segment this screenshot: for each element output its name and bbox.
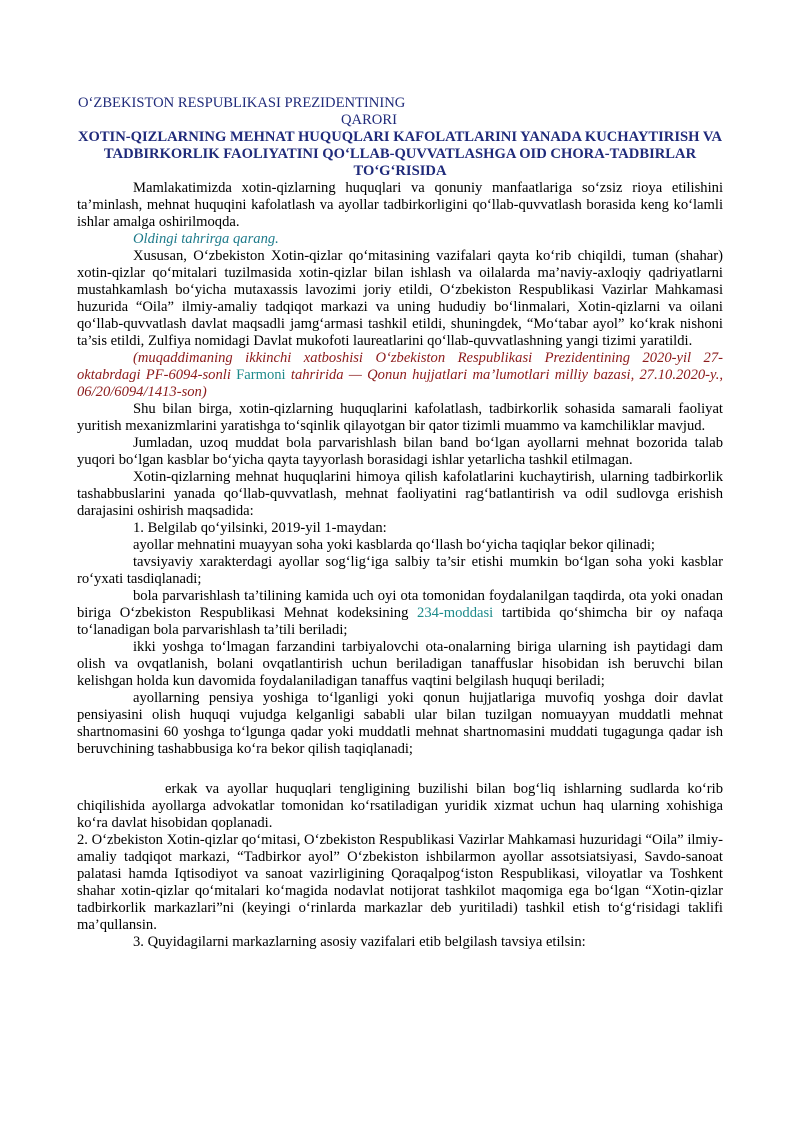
- previous-edition-note: [77, 231, 723, 248]
- item-1-clause-e: ayollarning pensiya yoshiga to‘lganligi yoki qonun hujjatlariga muvofiq yoshga doir davlat pensiyasini olish huquqi vujudga kelganligi sababli ular bilan tuzilgan nomuayyan muddatli mehnat shartnomasini 60 yoshga to‘lgunga qadar yoki muddatli mehnat shartnomasini muddati tugagunga qadar ish beruvchining tashabbusiga ko‘ra bekor qilish taqiqlanadi;: [77, 690, 723, 757]
- item-3: 3. Quyidagilarni markazlarning asosiy vazifalari etib belgilash tavsiya etilsin:: [133, 934, 586, 950]
- clause-c-text-after: tartibida qo‘shimcha bir oy nafaqa to‘lanadigan bola parvarishlash ta’tili beriladi;: [77, 605, 723, 638]
- item-1-clause-b: tavsiyaviy xarakterdagi ayollar sog‘lig‘iga salbiy ta’sir etishi mumkin bo‘lgan soha yoki kasblar ro‘yxati tasdiqlanadi;: [77, 554, 723, 587]
- document: [77, 95, 723, 951]
- blank-line: [77, 758, 723, 775]
- preamble-paragraph-3: Shu bilan birga, xotin-qizlarning huquqlarini kafolatlash, tadbirkorlik sohasida samarali faoliyat yuritish mexanizmlarini yaratishga to‘sqinlik qilayotgan bir qator tizimli muammo va kamchiliklar mavjud.: [77, 401, 723, 434]
- amendment-note-text-after: tahririda — Qonun hujjatlari ma’lumotlari milliy bazasi, 27.10.2020-y., 06/20/6094/1413-son): [77, 367, 724, 400]
- previous-edition-link[interactable]: Oldingi tahrirga qarang.: [133, 231, 279, 247]
- amendment-note: [77, 350, 723, 401]
- preamble-paragraph-4: Jumladan, uzoq muddat bola parvarishlash bilan band bo‘lgan ayollarni mehnat bozorida talab yuqori bo‘lgan kasblar bo‘yicha qayta tayyorlash borasidagi ishlar yetarlicha tashkil etilmagan.: [77, 435, 723, 468]
- preamble-paragraph-2: Xususan, O‘zbekiston Xotin-qizlar qo‘mitasining vazifalari qayta ko‘rib chiqildi, tuman (shahar) xotin-qizlar qo‘mitalari tuzilmasida xotin-qizlar bilan ishlash va oilalarda ma’naviy-axloqiy qadriyatlarni mustahkamlash bo‘yicha mutaxassis lavozimi joriy etildi, O‘zbekiston Respublikasi Vazirlar Mahkamasi huzurida “Oila” ilmiy-amaliy tadqiqot markazi va uning hududiy bo‘linmalari, Xotin-qizlarni va oilani qo‘llab-quvvatlash davlat maqsadli jamg‘armasi tashkil etildi, shuningdek, “Mo‘tabar ayol” ko‘krak nishoni ta’sis etildi, Zulfiya nomidagi Davlat mukofoti laureatlarini qo‘llab-quvvatlashning yangi tizimi yaratildi.: [77, 248, 723, 349]
- issuing-authority: O‘ZBEKISTON RESPUBLIKASI PREZIDENTINING: [78, 95, 406, 111]
- item-1-clause-c: [77, 588, 723, 639]
- amendment-note-text-before: (muqaddimaning ikkinchi xatboshisi O‘zbekiston Respublikasi Prezidentining 2020-yil 27-oktabrdagi PF-6094-sonli: [77, 350, 723, 383]
- preamble-paragraph-1: Mamlakatimizda xotin-qizlarning huquqlari va qonuniy manfaatlariga so‘zsiz rioya etilishini ta’minlash, mehnat huquqini kafolatlash va ayollar tadbirkorligini qo‘llab-quvvatlash borasida keng ko‘lamli ishlar amalga oshirilmoqda.: [77, 180, 723, 230]
- item-1-clause-a: ayollar mehnatini muayyan soha yoki kasblarda qo‘llash bo‘yicha taqiqlar bekor qilinadi;: [133, 537, 655, 553]
- article-234-link[interactable]: 234-moddasi: [417, 605, 494, 621]
- decree-link[interactable]: Farmoni: [236, 367, 286, 383]
- item-1-clause-d: ikki yoshga to‘lmagan farzandini tarbiyalovchi ota-onalarning biriga ularning ish paytidagi dam olish va ovqatlanish, bolani ovqatlantirish uchun beriladigan tanaffuslar hisobidan ish beruvchi bilan kelishgan holda kun davomida foydalaniladigan tanaffus vaqtini belgilash huquqi beriladi;: [77, 639, 723, 689]
- document-type: QARORI: [341, 112, 397, 128]
- preamble-paragraph-5: Xotin-qizlarning mehnat huquqlarini himoya qilish kafolatlarini kuchaytirish, ularning tadbirkorlik tashabbuslarini yanada qo‘llab-quvvatlash, mehnat faoliyatini rag‘batlantirish va odil sudlovga erishish darajasini oshirish maqsadida:: [77, 469, 723, 519]
- clause-c-text-before: bola parvarishlash ta’tilining kamida uch oyi ota tomonidan foydalanilgan taqdirda, ota yoki onadan biriga O‘zbekiston Respublikasi Mehnat kodeksining: [77, 588, 723, 621]
- item-2: 2. O‘zbekiston Xotin-qizlar qo‘mitasi, O‘zbekiston Respublikasi Vazirlar Mahkamasi huzuridagi “Oila” ilmiy-amaliy tadqiqot markazi, “Tadbirkor ayol” O‘zbekiston ishbilarmon ayollar assotsiatsiyasi, Savdo-sanoat palatasi hamda Iqtisodiyot va sanoat vazirligining Qoraqalpog‘iston Respublikasi, viloyatlar va Toshkent shahar xotin-qizlar qo‘mitalari ko‘magida nodavlat notijorat tashkilot maqomiga ega bo‘lgan “Xotin-qizlar tadbirkorlik markazlari”ni (keyingi o‘rinlarda markazlar deb yuritiladi) tashkil etish to‘g‘risidagi taklifi ma’qullansin.: [77, 832, 723, 933]
- item-1-clause-f: erkak va ayollar huquqlari tengligining buzilishi bilan bog‘liq ishlarning sudlarda ko‘rib chiqilishida ayollarga advokatlar tomonidan ko‘rsatiladigan yuridik xizmat uchun haq ularning xohishiga ko‘ra davlat hisobidan qoplanadi.: [77, 781, 723, 831]
- document-subject: XOTIN-QIZLARNING MEHNAT HUQUQLARI KAFOLATLARINI YANADA KUCHAYTIRISH VA TADBIRKORLIK FAOLIYATINI QO‘LLAB-QUVVATLASHGA OID CHORA-TADBIRLAR TO‘G‘RISIDA: [77, 129, 723, 179]
- item-1-heading: 1. Belgilab qo‘yilsinki, 2019-yil 1-maydan:: [133, 520, 387, 536]
